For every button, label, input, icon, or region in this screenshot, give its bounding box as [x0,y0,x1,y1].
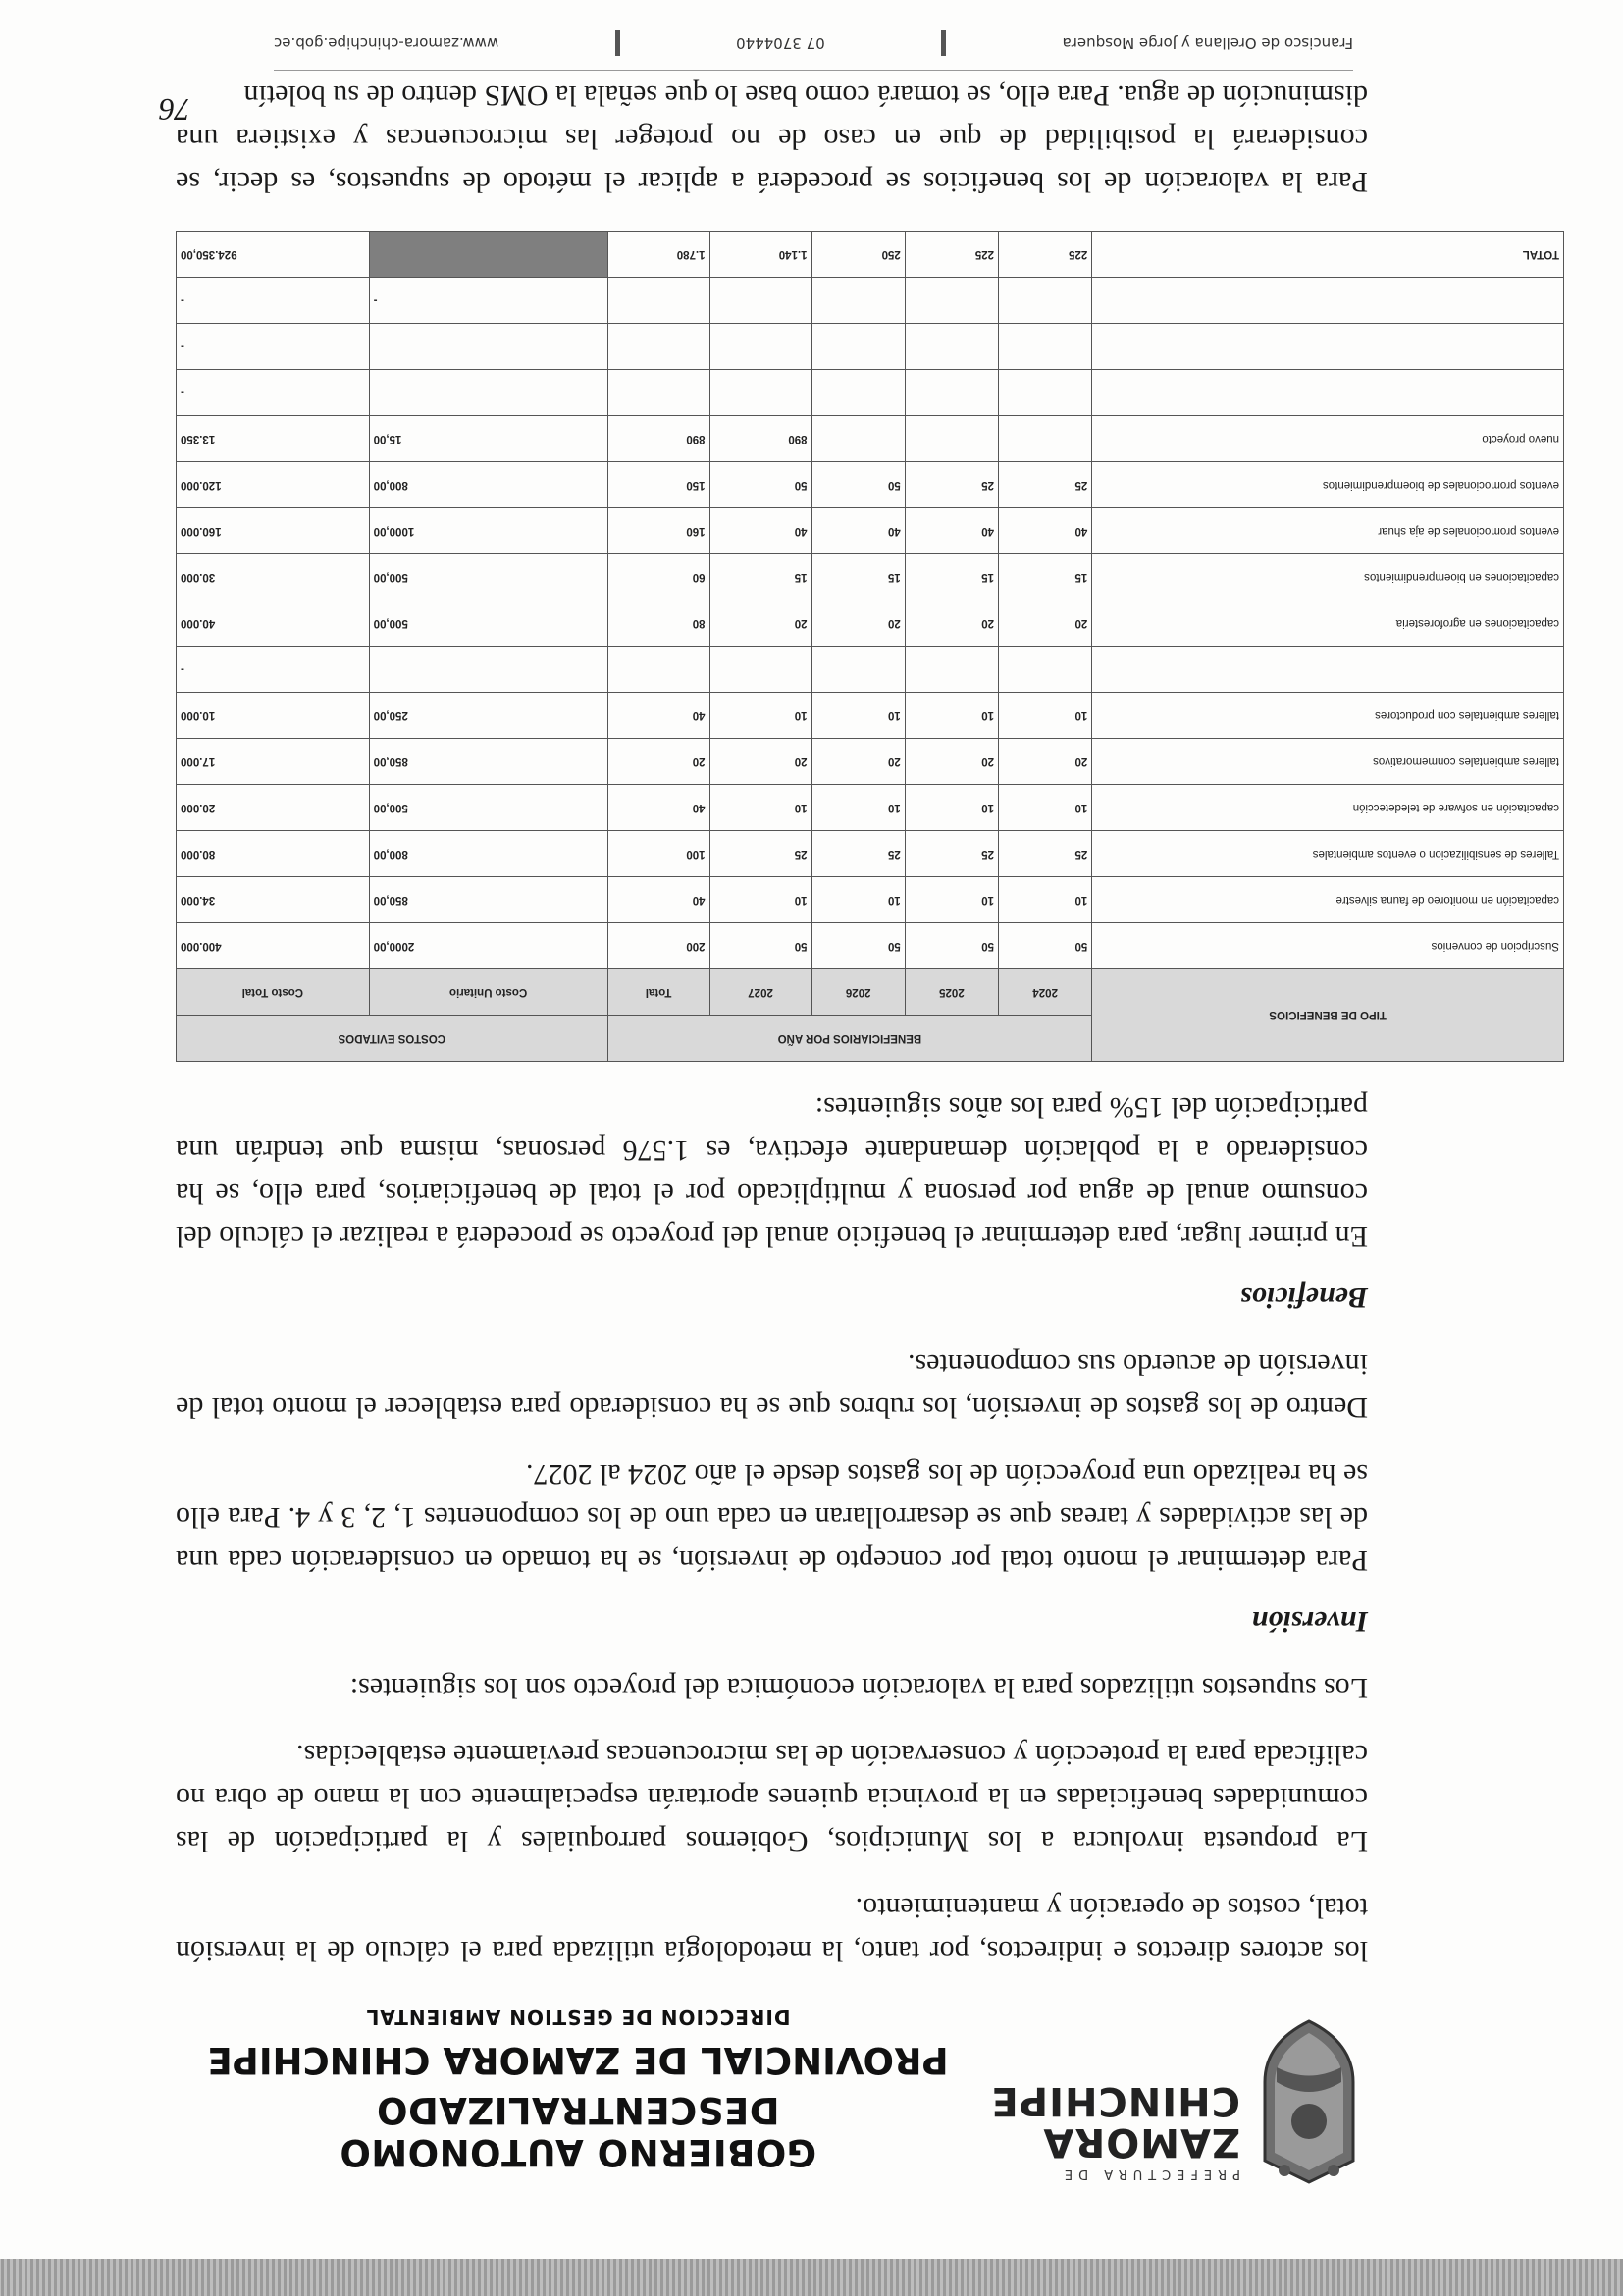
table-cell-y2027 [709,278,812,324]
table-cell-y2025: 225 [905,232,998,278]
table-cell-y2026: 50 [812,923,905,969]
table-cell-ctotal: - [177,370,370,416]
table-cell-y2025: 50 [905,923,998,969]
table-cell-y2024: 50 [999,923,1092,969]
header-2026: 2026 [812,969,905,1016]
table-cell-label [1092,324,1564,370]
table-cell-label: capacitaciones en bioemprendimientos [1092,554,1564,600]
table-cell-y2027: 25 [709,831,812,877]
table-cell-label [1092,647,1564,693]
table-cell-y2026: 25 [812,831,905,877]
table-cell-label: capacitación en monitoreo de fauna silvestre [1092,877,1564,923]
table-cell-label [1092,370,1564,416]
table-cell-unit [369,647,607,693]
table-cell-total [607,647,709,693]
table-cell-unit: - [369,278,607,324]
table-cell-label [1092,278,1564,324]
page-number: 76 [159,92,190,128]
table-row [177,508,1564,554]
table-row [177,370,1564,416]
paragraph-5: Dentro de los gastos de inversión, los rubros que se ha considerado para establecer el monto total de inversión de acuerdo sus componentes. [176,1348,1368,1424]
table-cell-total [607,324,709,370]
table-cell-y2025 [905,278,998,324]
table-cell-y2024: 25 [999,462,1092,508]
body-content [176,50,1559,1972]
table-cell-label: eventos promocionales de aja shuar [1092,508,1564,554]
table-cell-y2024 [999,324,1092,370]
paragraph-6: En primer lugar, para determinar el beneficio anual del proyecto se procederá a realizar el cálculo del consumo anual de agua por persona y multiplicado por el total de beneficiarios, para ello, se ha considerado a la población demandante efectiva, es 1.576 personas, misma que tendrán una participación del 15% para los años siguientes: [176,1091,1368,1253]
table-cell-ctotal: 160.000 [177,508,370,554]
table-cell-label: Suscripcion de convenios [1092,923,1564,969]
table-cell-y2025: 20 [905,739,998,785]
table-cell-total: 890 [607,416,709,462]
table-cell-y2026 [812,647,905,693]
table-cell-label: TOTAL [1092,232,1564,278]
table-cell-y2025 [905,647,998,693]
gov-line3: DIRECCION DE GESTION AMBIENTAL [365,2006,791,2029]
table-row [177,647,1564,693]
table-cell-ctotal: 30.000 [177,554,370,600]
table-cell-y2024: 10 [999,877,1092,923]
table-row [177,416,1564,462]
benefits-table [176,231,1564,1062]
table-cell-ctotal: 17.000 [177,739,370,785]
table-cell-ctotal: 10.000 [177,693,370,739]
table-cell-y2027: 1.140 [709,232,812,278]
table-cell-y2027: 10 [709,693,812,739]
table-cell-total: 200 [607,923,709,969]
table-cell-ctotal: - [177,647,370,693]
table-cell-y2025 [905,416,998,462]
table-cell-y2027: 10 [709,785,812,831]
header-total: Total [607,969,709,1016]
table-cell-y2026: 10 [812,693,905,739]
table-cell-y2025 [905,324,998,370]
table-cell-y2026: 10 [812,785,905,831]
table-cell-label: capacitación en sofware de teledetección [1092,785,1564,831]
table-row [177,831,1564,877]
gov-line2: PROVINCIAL DE ZAMORA CHINCHIPE [207,2039,949,2081]
government-heading [136,2006,1020,2173]
table-cell-unit [369,370,607,416]
table-cell-total: 100 [607,831,709,877]
table-cell-total: 60 [607,554,709,600]
table-cell-y2024 [999,278,1092,324]
table-cell-total: 1.780 [607,232,709,278]
table-cell-total: 40 [607,877,709,923]
table-cell-ctotal: 40.000 [177,600,370,647]
table-cell-y2027: 40 [709,508,812,554]
paragraph-2: La propuesta involucra a los Municipios, Gobiernos parroquiales y la participación de las comunidades beneficiadas en la provincia quienes aportarán especialmente con la mano de obra no calificada para la protección y conservación de las microcuencas previamente establecidas. [176,1739,1368,1857]
prefecture-shield-logo [1255,2013,1363,2190]
paragraph-1: los actores directos e indirectos, por tanto, la metodología utilizada para el cálculo de la inversión total, costos de operación y mantenimiento. [176,1892,1368,1967]
table-cell-total: 40 [607,693,709,739]
table-cell-y2026: 10 [812,877,905,923]
header-beneficiarios: BENEFICIARIOS POR AÑO [607,1016,1092,1062]
table-cell-unit: 500,00 [369,600,607,647]
paragraph-7: Para la valoración de los beneficios se procederá a aplicar el método de supuestos, es decir, se considerará la posibilidad de que en caso de no proteger las microcuencas y existiera una disminución de agua. Para ello, se tomará como base lo que señala la OMS dentro de su boletín [176,79,1368,198]
table-cell-ctotal: 924.350,00 [177,232,370,278]
footer-phone: 07 3704440 [736,34,825,52]
table-cell-unit: 850,00 [369,877,607,923]
table-cell-ctotal: 34.000 [177,877,370,923]
header-2027: 2027 [709,969,812,1016]
brand-line1: ZAMORA [1042,2119,1240,2165]
table-cell-y2024: 15 [999,554,1092,600]
table-row [177,554,1564,600]
table-cell-y2025: 10 [905,877,998,923]
table-cell-label: eventos promocionales de bioemprendimientos [1092,462,1564,508]
table-cell-y2025: 20 [905,600,998,647]
table-row [177,739,1564,785]
table-cell-unit: 800,00 [369,462,607,508]
page-footer [274,30,1353,71]
table-cell-y2026: 250 [812,232,905,278]
table-cell-label: Talleres de sensibilizacion o eventos ambientales [1092,831,1564,877]
header-costo-total: Costo Total [177,969,370,1016]
brand-prefix: PREFECTURA DE [1058,2166,1240,2181]
table-cell-y2025: 10 [905,785,998,831]
table-cell-unit: 250,00 [369,693,607,739]
table-cell-y2026 [812,278,905,324]
table-cell-y2024: 40 [999,508,1092,554]
brand-line2: CHINCHIPE [990,2078,1240,2123]
table-cell-y2025 [905,370,998,416]
table-cell-ctotal: - [177,278,370,324]
header-2025: 2025 [905,969,998,1016]
header-2024: 2024 [999,969,1092,1016]
table-cell-y2027: 20 [709,739,812,785]
table-cell-y2026: 50 [812,462,905,508]
table-cell-y2026: 20 [812,739,905,785]
table-cell-y2025: 25 [905,831,998,877]
paragraph-4: Para determinar el monto total por concepto de inversión, se ha tomado en consideración cada una de las actividades y tareas que se desarrollaran en cada uno de los componentes 1, 2, 3 y 4. Para ello se ha realizado una proyección de los gastos desde el año 2024 al 2027. [176,1458,1368,1577]
table-cell-y2025: 10 [905,693,998,739]
table-cell-unit [369,232,607,278]
table-cell-y2027: 890 [709,416,812,462]
table-total-row [177,232,1564,278]
table-row [177,923,1564,969]
table-cell-y2026: 15 [812,554,905,600]
table-cell-y2025: 15 [905,554,998,600]
table-cell-y2027 [709,370,812,416]
table-cell-total: 160 [607,508,709,554]
table-cell-unit: 1000,00 [369,508,607,554]
table-cell-y2024 [999,647,1092,693]
header-tipo: TIPO DE BENEFICIOS [1092,969,1564,1062]
table-cell-y2027: 50 [709,923,812,969]
table-cell-unit: 2000,00 [369,923,607,969]
table-cell-total: 20 [607,739,709,785]
footer-separator [941,30,946,56]
table-cell-ctotal: 120.000 [177,462,370,508]
table-cell-total: 80 [607,600,709,647]
table-cell-y2027: 20 [709,600,812,647]
table-cell-unit: 500,00 [369,554,607,600]
benefits-table-body [177,232,1564,969]
table-cell-total: 40 [607,785,709,831]
footer-separator [615,30,620,56]
table-cell-y2025: 25 [905,462,998,508]
table-cell-y2024: 25 [999,831,1092,877]
table-cell-ctotal: - [177,324,370,370]
header-costo-unitario: Costo Unitario [369,969,607,1016]
paragraph-3: Los supuestos utilizados para la valoración económica del proyecto son los siguientes: [349,1672,1368,1704]
table-cell-unit [369,324,607,370]
table-row [177,600,1564,647]
table-cell-y2027 [709,647,812,693]
table-cell-y2027: 50 [709,462,812,508]
table-row [177,324,1564,370]
table-cell-y2027: 10 [709,877,812,923]
table-cell-y2025: 40 [905,508,998,554]
table-cell-y2024: 20 [999,739,1092,785]
footer-website: www.zamora-chinchipe.gob.ec [274,34,499,52]
table-cell-y2024: 10 [999,785,1092,831]
table-cell-ctotal: 20.000 [177,785,370,831]
footer-address: Francisco de Orellana y Jorge Mosquera [1062,34,1353,52]
table-cell-y2024 [999,416,1092,462]
table-cell-y2024: 225 [999,232,1092,278]
table-cell-ctotal: 400.000 [177,923,370,969]
table-cell-y2024 [999,370,1092,416]
table-cell-y2026 [812,370,905,416]
header-costos: COSTOS EVITADOS [177,1016,608,1062]
table-cell-label: talleres ambientales con productores [1092,693,1564,739]
table-cell-ctotal: 80.000 [177,831,370,877]
table-cell-label: talleres ambientales conmemorativos [1092,739,1564,785]
table-cell-y2026 [812,416,905,462]
table-cell-y2026 [812,324,905,370]
table-cell-total [607,278,709,324]
table-row [177,278,1564,324]
table-cell-total [607,370,709,416]
table-row [177,693,1564,739]
table-cell-y2026: 40 [812,508,905,554]
gov-line1: GOBIERNO AUTONOMO DESCENTRALIZADO [339,2089,817,2173]
table-cell-y2024: 10 [999,693,1092,739]
benefits-table-wrapper [176,231,1564,1062]
table-cell-unit: 850,00 [369,739,607,785]
table-cell-y2026: 20 [812,600,905,647]
header-stripe [0,2259,1623,2296]
table-cell-label: nuevo proyecto [1092,416,1564,462]
table-row [177,462,1564,508]
table-cell-y2024: 20 [999,600,1092,647]
table-cell-unit: 500,00 [369,785,607,831]
table-cell-label: capacitaciones en agroforesteria [1092,600,1564,647]
table-cell-ctotal: 13.350 [177,416,370,462]
prefecture-brand [990,2078,1240,2181]
table-cell-unit: 15,00 [369,416,607,462]
table-cell-total: 150 [607,462,709,508]
heading-inversion: Inversión [1251,1605,1368,1638]
table-cell-unit: 800,00 [369,831,607,877]
heading-beneficios: Beneficios [1240,1281,1368,1314]
table-cell-y2027: 15 [709,554,812,600]
table-row [177,877,1564,923]
table-cell-y2027 [709,324,812,370]
table-row [177,785,1564,831]
